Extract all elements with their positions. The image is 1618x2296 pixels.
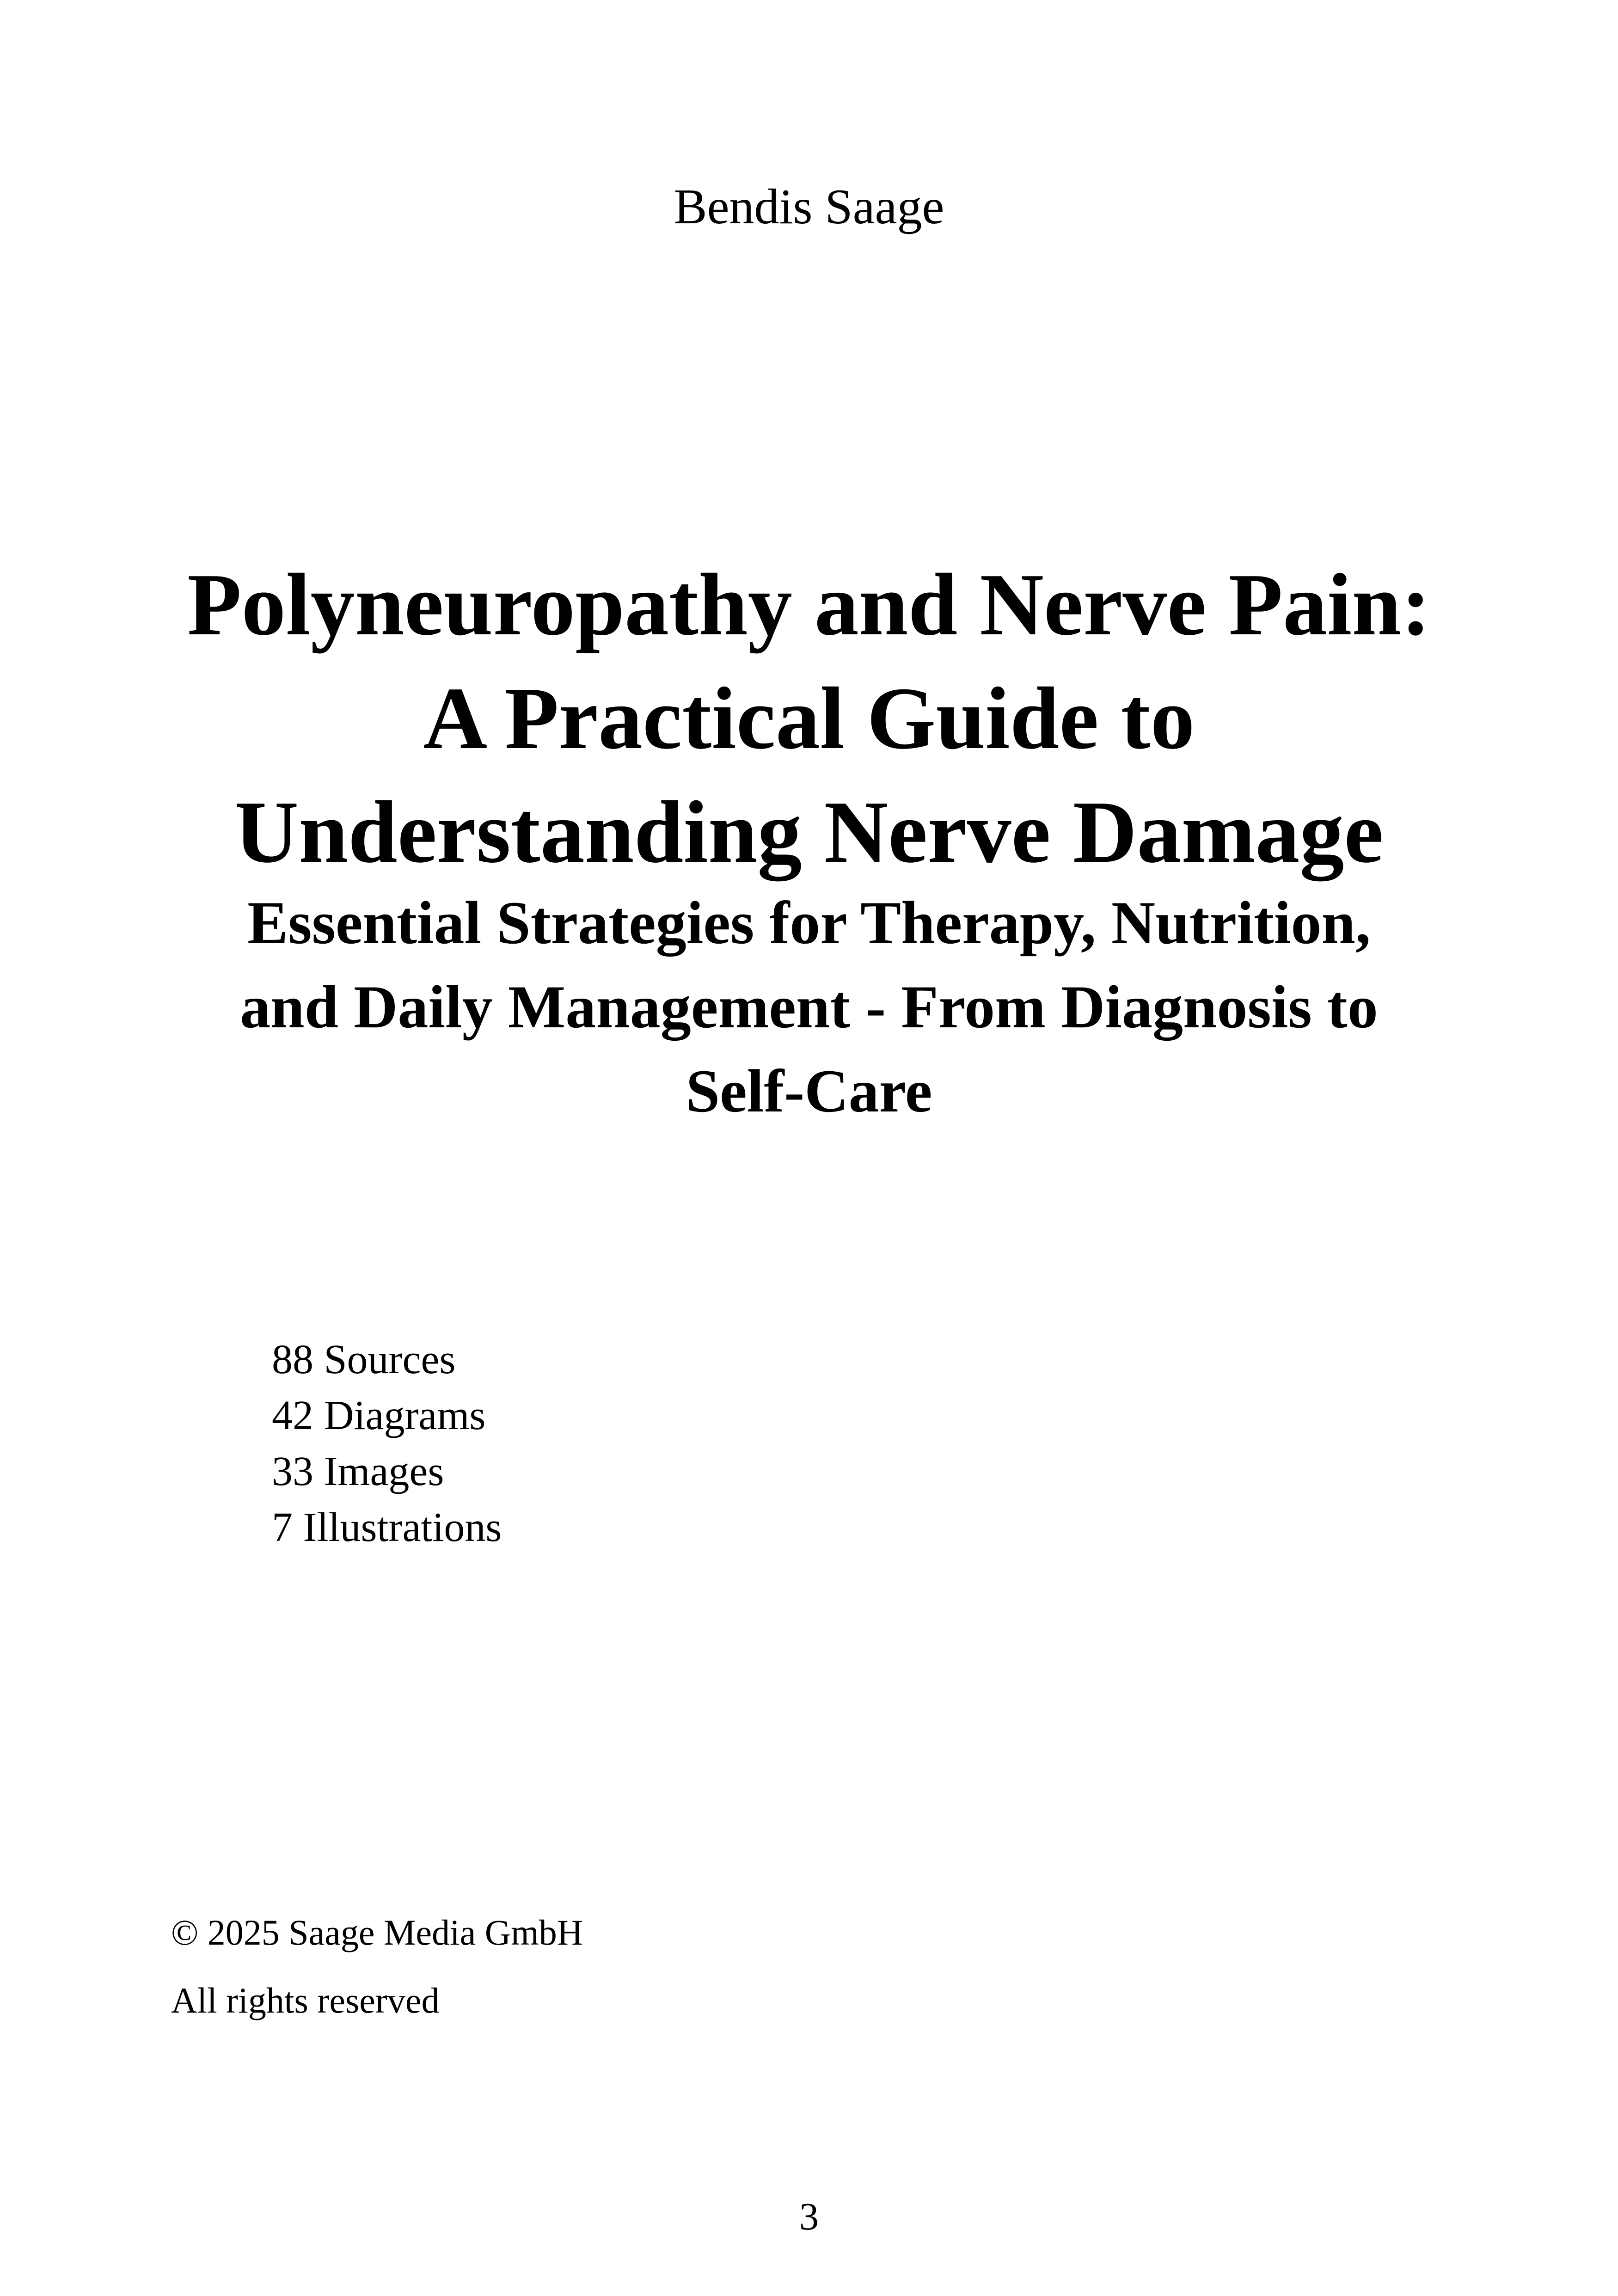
title-line-2: A Practical Guide to [423, 669, 1195, 767]
stat-sources: 88 Sources [272, 1337, 456, 1382]
stat-diagrams: 42 Diagrams [272, 1393, 486, 1438]
author-name: Bendis Saage [674, 179, 944, 234]
content-stats-list [272, 1332, 502, 1555]
stat-images: 33 Images [272, 1449, 444, 1494]
subtitle-line-1: Essential Strategies for Therapy, Nutrition, [247, 889, 1371, 957]
book-subtitle [0, 881, 1618, 1133]
subtitle-line-3: Self-Care [686, 1057, 932, 1125]
rights-notice: All rights reserved [171, 1980, 440, 2020]
page-number: 3 [799, 2195, 819, 2238]
title-line-3: Understanding Nerve Damage [234, 783, 1384, 881]
title-line-1: Polyneuropathy and Nerve Pain: [187, 555, 1431, 654]
book-title [0, 548, 1618, 889]
stat-illustrations: 7 Illustrations [272, 1504, 502, 1550]
subtitle-line-2: and Daily Management - From Diagnosis to [240, 973, 1378, 1041]
copyright-notice: © 2025 Saage Media GmbH [171, 1912, 583, 1952]
